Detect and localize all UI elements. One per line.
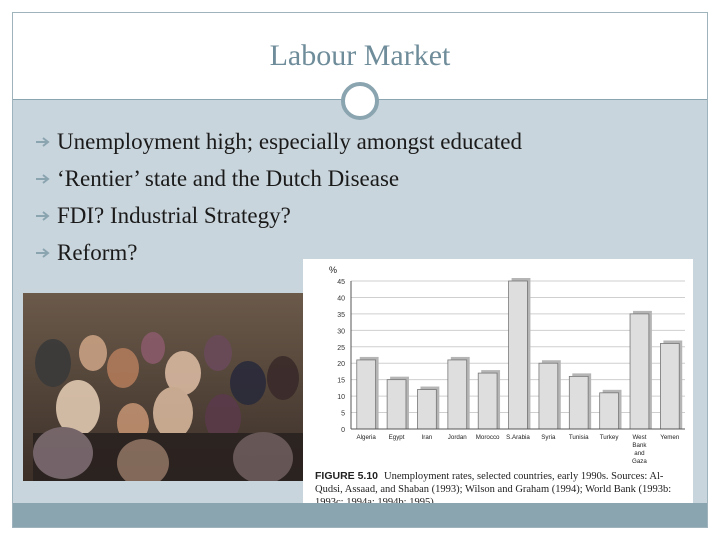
bar (417, 390, 436, 429)
x-tick-label: S.Arabia (506, 434, 530, 441)
bar (539, 363, 558, 429)
figure-number: FIGURE 5.10 (315, 470, 379, 482)
bullet-text: Reform? (57, 240, 138, 265)
x-tick-label: Bank (632, 442, 647, 449)
y-tick-label: 35 (337, 311, 345, 319)
chart-bars (357, 278, 682, 429)
bullet-text: FDI? Industrial Strategy? (57, 203, 291, 228)
x-tick-label: Turkey (599, 434, 619, 441)
x-tick-label: West (632, 434, 647, 441)
bar (478, 373, 497, 429)
x-tick-label: Algeria (356, 434, 376, 441)
x-tick-label: and (634, 450, 645, 457)
y-tick-label: 0 (341, 427, 345, 434)
x-tick-label: Tunisia (568, 434, 589, 441)
bar-chart (303, 259, 693, 469)
crowd-photo (23, 293, 305, 481)
figure-caption-text: Unemployment rates, selected countries, early 1990s. Sources: Al-Qudsi, Assaad, and Shaban (1993); Wilson and Graham (1994); World Bank (1993b: (315, 471, 672, 495)
footer-bar (13, 503, 707, 527)
y-tick-label: 10 (337, 394, 345, 402)
bullet-text: Unemployment high; especially amongst educated (57, 129, 522, 154)
bullet-text: ‘Rentier’ state and the Dutch Disease (57, 166, 400, 191)
bullet-arrow-icon (35, 247, 53, 259)
y-tick-label: 5 (341, 410, 345, 418)
bar (600, 393, 619, 429)
bar (357, 360, 376, 429)
bullet-arrow-icon (35, 136, 53, 148)
y-tick-label: 15 (337, 377, 345, 385)
bar (448, 360, 467, 429)
chart-y-label: % (329, 265, 338, 275)
bar (387, 380, 406, 429)
y-tick-label: 20 (337, 361, 345, 369)
x-tick-label: Morocco (475, 434, 500, 441)
bar (660, 343, 679, 429)
x-tick-label: Yemen (660, 434, 680, 441)
bullet-arrow-icon (35, 210, 53, 222)
y-tick-label: 30 (337, 328, 345, 336)
slide-title: Labour Market (269, 39, 451, 72)
bar (630, 314, 649, 429)
bullet-arrow-icon (35, 173, 53, 185)
bar (509, 281, 528, 429)
bar (569, 376, 588, 429)
crowd-photo-image (23, 293, 305, 481)
chart-figure (303, 259, 693, 517)
x-tick-label: Egypt (388, 434, 405, 441)
x-tick-label: Iran (421, 434, 433, 441)
divider-ring-icon (341, 82, 379, 120)
x-tick-label: Syria (541, 434, 556, 441)
x-tick-label: Gaza (632, 458, 647, 465)
x-tick-label: Jordan (447, 434, 467, 441)
y-tick-label: 45 (337, 279, 345, 286)
slide (12, 12, 708, 528)
y-tick-label: 25 (337, 344, 345, 352)
y-tick-label: 40 (337, 295, 345, 303)
